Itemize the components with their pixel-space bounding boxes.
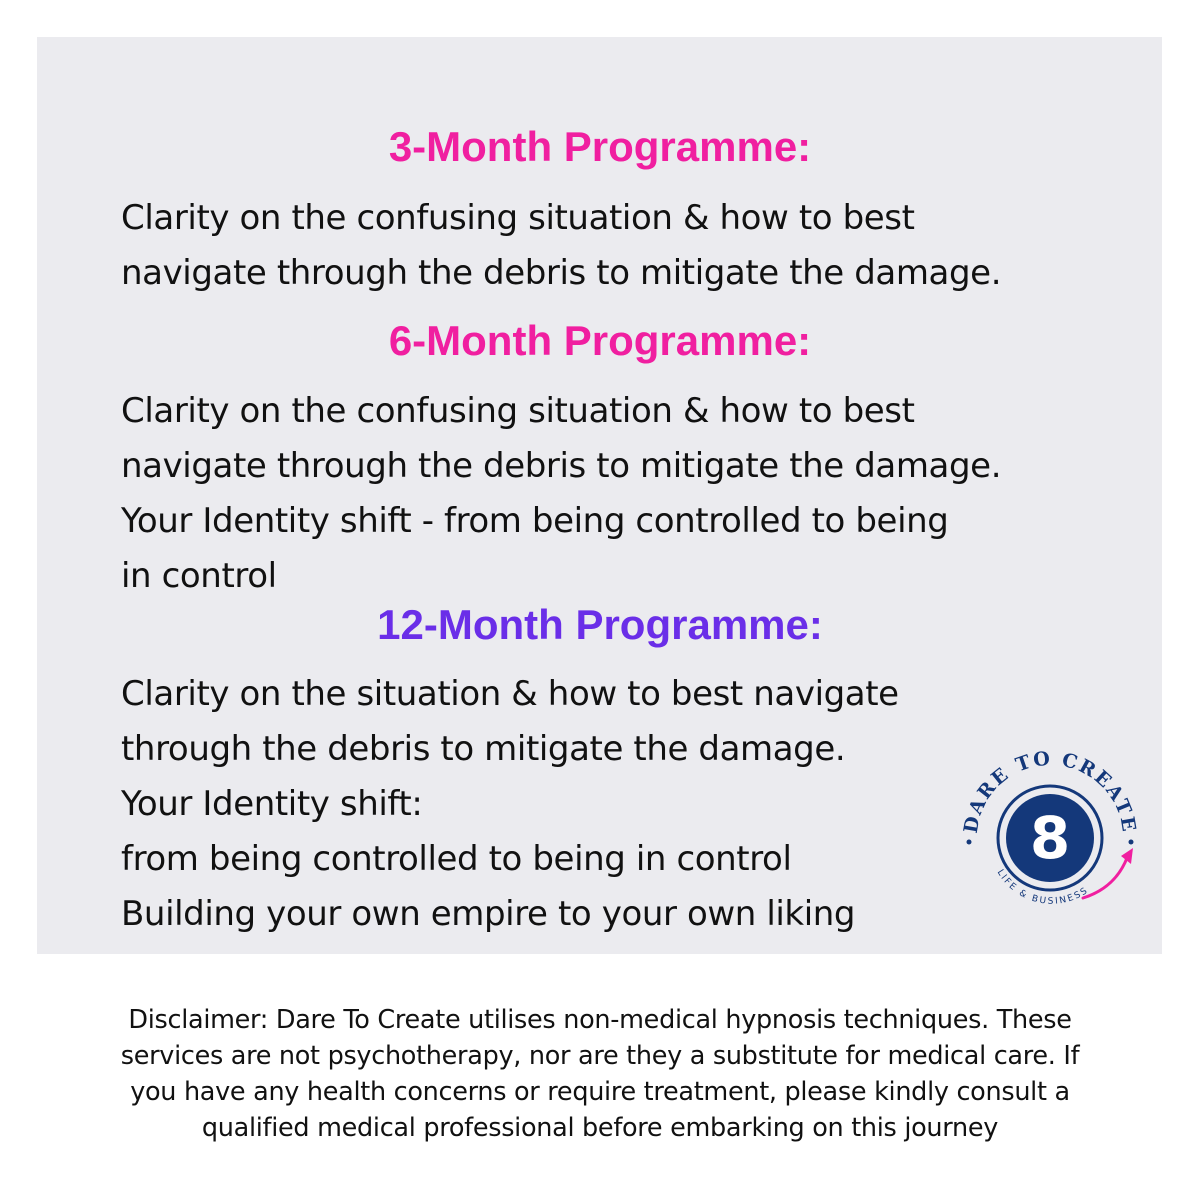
upward-arrow-icon [1083, 848, 1133, 898]
programme-12-line-4: from being controlled to being in control [121, 839, 792, 879]
disclaimer-line-2: services are not psychotherapy, nor are they a substitute for medical care. If [120, 1041, 1080, 1071]
programme-title-3-month: 3-Month Programme: [388, 123, 812, 170]
programme-3-line-2: navigate through the debris to mitigate the damage. [121, 253, 1002, 293]
logo-dot-left [967, 840, 972, 845]
programme-6-line-2: navigate through the debris to mitigate the damage. [121, 446, 1002, 486]
programme-12-line-3: Your Identity shift: [121, 784, 423, 824]
logo-top-text: DARE TO CREATE [959, 750, 1141, 835]
disclaimer-line-1: Disclaimer: Dare To Create utilises non-medical hypnosis techniques. These [128, 1005, 1072, 1035]
logo-number: 8 [1029, 804, 1071, 872]
programme-6-line-3: Your Identity shift - from being controlled to being [121, 501, 949, 541]
programme-6-line-1: Clarity on the confusing situation & how to best [121, 391, 915, 431]
disclaimer-line-4: qualified medical professional before embarking on this journey [201, 1113, 999, 1143]
programme-12-line-2: through the debris to mitigate the damage. [121, 729, 846, 769]
programme-6-line-4: in control [121, 556, 277, 596]
disclaimer [40, 1002, 1160, 1146]
programme-3-line-1: Clarity on the confusing situation & how to best [121, 198, 915, 238]
dare-to-create-logo [955, 750, 1145, 930]
logo-dot-right [1129, 840, 1134, 845]
programme-title-12-month: 12-Month Programme: [377, 601, 823, 648]
programme-12-line-5: Building your own empire to your own liking [121, 894, 856, 934]
programme-12-line-1: Clarity on the situation & how to best navigate [121, 674, 899, 714]
programme-title-6-month: 6-Month Programme: [388, 317, 812, 364]
logo-bottom-text: LIFE & BUSINESS [994, 868, 1091, 907]
disclaimer-line-3: you have any health concerns or require treatment, please kindly consult a [130, 1077, 1070, 1107]
